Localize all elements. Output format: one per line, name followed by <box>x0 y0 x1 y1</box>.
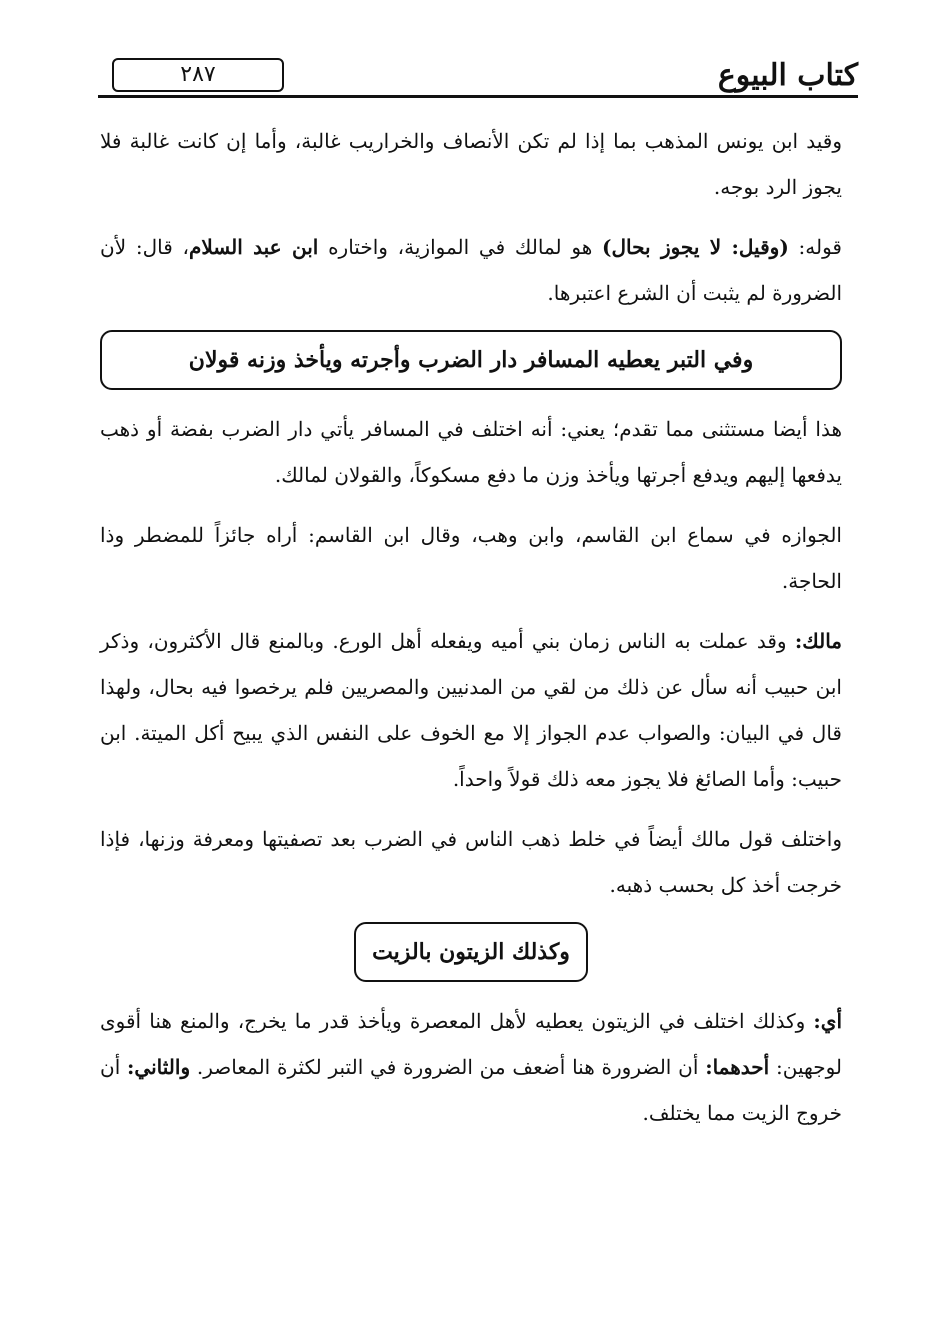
matn-box-1: وفي التبر يعطيه المسافر دار الضرب وأجرته ويأخذ وزنه قولان <box>100 330 842 390</box>
paragraph-7-label: أي: <box>813 1009 842 1033</box>
page-header <box>98 52 858 98</box>
matn-box-2: وكذلك الزيتون بالزيت <box>354 922 588 982</box>
paragraph-1: وقيد ابن يونس المذهب بما إذا لم تكن الأنصاف والخراريب غالبة، وأما إن كانت غالبة فلا يجوز الرد بوجه. <box>100 129 842 199</box>
book-title: كتاب البيوع <box>717 58 858 93</box>
first-reason-label: أحدهما: <box>705 1055 770 1079</box>
quoted-matn: (وقيل: لا يجوز بحال) <box>602 235 789 259</box>
scholar-name: ابن عبد السلام <box>188 235 319 259</box>
paragraph-2-prefix: قوله: <box>788 235 842 259</box>
page-number: ٢٨٧ <box>112 58 284 92</box>
paragraph-5-text: وقد عملت به الناس زمان بني أميه ويفعله أهل الورع. وبالمنع قال الأكثرون، وذكر ابن حبيب أنه سأل عن ذلك من لقي من المدنيين والمصريين فلم يرخصوا فيه بحال، ولهذا قال في البيان: والصواب عدم الجواز إلا مع الخوف على النفس الذي يبيح أكل الميتة. ابن حبيب: وأما الصائغ فلا يجوز معه ذلك قولاً واحداً. <box>100 629 842 791</box>
page-body <box>100 118 842 1136</box>
paragraph-5-label: مالك: <box>794 629 842 653</box>
paragraph-7-part1: وكذلك اختلف في الزيتون يعطيه لأهل المعصرة ويأخذ قدر ما يخرج، والمنع هنا أقوى لوجهين: <box>100 1009 842 1079</box>
paragraph-6: واختلف قول مالك أيضاً في خلط ذهب الناس في الضرب بعد تصفيتها ومعرفة وزنها، فإذا خرجت أخذ كل بحسب ذهبه. <box>100 827 842 897</box>
paragraph-5 <box>100 618 842 802</box>
paragraph-4: الجوازه في سماع ابن القاسم، وابن وهب، وقال ابن القاسم: أراه جائزاً للمضطر وذا الحاجة. <box>100 523 842 593</box>
paragraph-7-part3: أن خروج الزيت مما يختلف. <box>100 1055 842 1125</box>
paragraph-2-rest: ، قال: لأن الضرورة لم يثبت أن الشرع اعتبرها. <box>100 235 842 305</box>
paragraph-2 <box>100 224 842 316</box>
paragraph-3: هذا أيضا مستثنى مما تقدم؛ يعني: أنه اختلف في المسافر يأتي دار الضرب بفضة أو ذهب يدفعها إليهم ويدفع أجرتها ويأخذ وزن ما دفع مسكوكاً، والقولان لمالك. <box>100 417 842 487</box>
paragraph-7 <box>100 998 842 1136</box>
paragraph-2-mid: هو لمالك في الموازية، واختاره <box>318 235 603 259</box>
paragraph-7-part2: أن الضرورة هنا أضعف من الضرورة في التبر لكثرة المعاصر. <box>190 1055 706 1079</box>
second-reason-label: والثاني: <box>127 1055 191 1079</box>
header-rule <box>98 95 858 98</box>
